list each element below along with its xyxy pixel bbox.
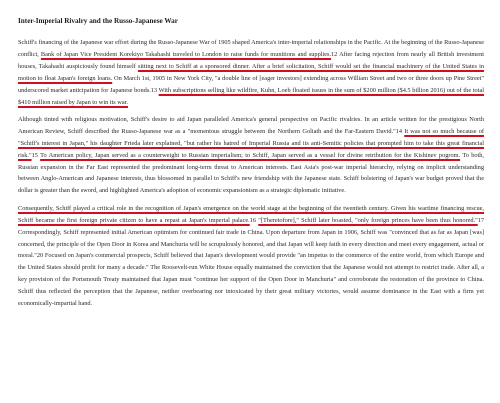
text-segment: 17 Correspondingly, Schiff represented initial American optimism for continued fair trade in China. Upon departure from Japan in 1906, Schiff was "convinced that as far as Japan [was] concerned, the principle of the Open Door in Korea and Manchuria will be scrupulously honored, and that Japan will keep faith in every direction and meet every engagement, actual or moral."20 Focused on Japan's commercial prospects, Schiff believed that Japan's development would provide "an impetus to the commerce of the entire world, from which Europe and the United States should profit for many a decade." The Roosevelt-run White House equally maintained the conviction that the Japanese would not attempt to restrict trade. After all, a key provision of the Portsmouth Treaty maintained that Japan must "continue her support of the Open Door in Manchuria" and corroborate the restoration of the province to China. Schiff thus reflected the perception that the Japanese, neither overbearing nor intoxicated by their great military victories, would assume dominance in the East with a firm yet economically-impartial hand. bbox=[18, 216, 484, 308]
highlighted-text: With subscriptions selling like wildfire, Kuhn, Loeb floated issues in the sum of $200 million ($4.5 billion 2016) out of the total $410 million raised by Japan to win its war. bbox=[18, 86, 484, 106]
paragraph-1 bbox=[18, 37, 484, 108]
highlighted-text: "[Theretofore]," Schiff later boasted, "only foreign princes have been thus honored." bbox=[258, 216, 478, 224]
highlighted-text: It was not so much because of "Schiff's interest in Japan," his daughter Frieda later explained, "but rather his hatred of Imperial Russia and its anti-Semitic policies that prompted him to take this great financial risk." bbox=[18, 127, 484, 159]
text-segment: To both, Russian expansion in the Far East represented the predominant long-term threat to American interests. East Asia's post-war imperial hierarchy, relying on implicit understanding between Anglo-American and Japanese interests, thus blossomed in parallel to Schiff's new friendship with the Japanese state. Schiff bolstering of Japan's war budget proved that the dollar is greater than the sword, and highlighted America's adoption of economic expansionism as a strategic diplomatic initiative. bbox=[18, 151, 484, 195]
paragraph-3 bbox=[18, 203, 484, 310]
text-segment: Although tinted with religious motivation, Schiff's desire to aid Japan paralleled America's general perspective on Pacific rivalries. In an article written for the prestigious North American Review, Schiff described the Russo-Japanese war as a "momentous struggle between the Northern Goliath and the Far-Eastern David."14 bbox=[18, 115, 484, 135]
text-segment: 12 After facing rejection from nearly all British investment houses, Takahashi auspiciously found himself bbox=[18, 50, 484, 70]
highlighted-text: Bank of Japan Vice President Korekiyo Takahashi traveled to London to raise funds for munitions and supplies. bbox=[40, 50, 332, 58]
paragraph-2 bbox=[18, 114, 484, 197]
text-segment: 16 bbox=[249, 216, 259, 224]
highlighted-text: sitting next to Schiff at a sponsored dinner. After a brief solicitation, Schiff would set the financial machinery of the United States in motion to float Japan's foreign loans. bbox=[18, 62, 484, 82]
section-heading: Inter-Imperial Rivalry and the Russo-Japanese War bbox=[18, 17, 178, 25]
text-segment: 15 bbox=[31, 151, 41, 159]
text-segment: Schiff's financing of the Japanese war effort during the Russo-Japanese War of 1905 shaped America's inter-imperial relationships in the Pacific. At the beginning of the Russo-Japanese conflict, bbox=[18, 39, 484, 58]
text-segment: On March 1st, 1905 in New York City, "a double line of [eager investors] extending across William Street and two or three doors up Pine Street" underscored market anticipation for Japanese bonds.13 bbox=[18, 74, 484, 94]
highlighted-text: To American policy, Japan served as a counterweight to Russian imperialism; to Schiff, Japan served as a vessel for divine retribution for the Kishinev pogrom. bbox=[40, 151, 461, 159]
highlighted-text: Consequently, Schiff played a critical role in the recognition of Japan's emergence on the world stage at the beginning of the twentieth century. Given his wartime financing rescue, Schiff became the first foreign private citizen to have a repast at Japan's imperial palace. bbox=[18, 204, 484, 224]
